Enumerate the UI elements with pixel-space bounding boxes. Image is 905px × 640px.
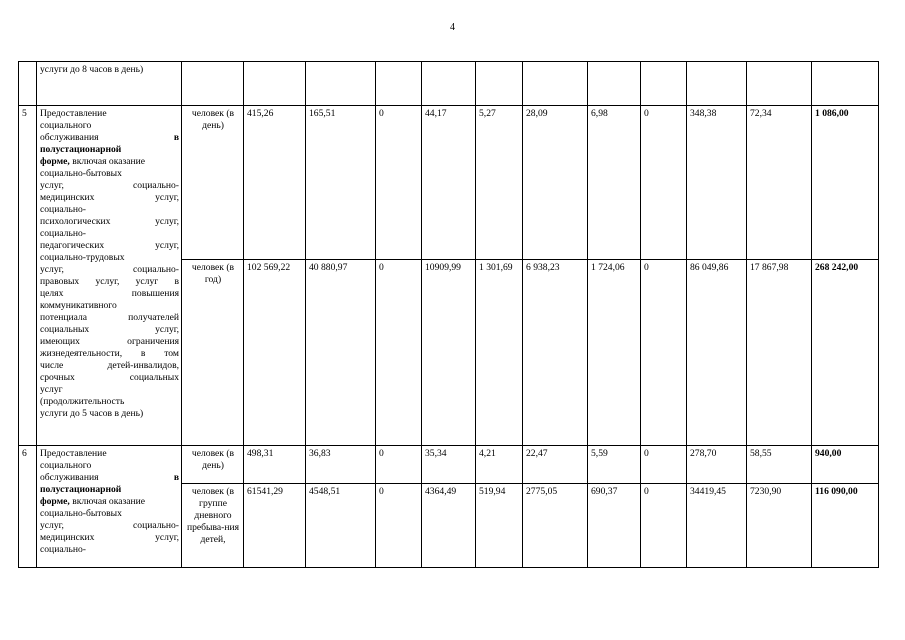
description-line: услуги до 8 часов в день) [40, 64, 144, 75]
service-description [37, 106, 182, 446]
description-line: медицинских услуг, [40, 532, 179, 543]
value-cell: 72,34 [747, 106, 812, 260]
value-cell [244, 62, 306, 106]
description-line: социального [40, 120, 92, 131]
service-description [37, 446, 182, 568]
row-number: 6 [19, 446, 37, 568]
value-cell [476, 62, 523, 106]
description-line: социально- [40, 228, 86, 239]
table-row [19, 62, 879, 106]
row-number [19, 62, 37, 106]
row-number: 5 [19, 106, 37, 446]
unit-cell: человек (в год) [182, 260, 244, 446]
total-cell [812, 62, 879, 106]
description-line: услуг, социально- [40, 520, 179, 531]
description-line: Предоставление [40, 448, 107, 459]
total-cell: 940,00 [812, 446, 879, 484]
value-cell: 0 [641, 260, 687, 446]
unit-cell: человек (в день) [182, 106, 244, 260]
value-cell: 58,55 [747, 446, 812, 484]
value-cell: 17 867,98 [747, 260, 812, 446]
description-line: услуг, социально- [40, 180, 179, 191]
value-cell [422, 62, 476, 106]
description-line: форме, включая оказание [40, 156, 146, 167]
value-cell: 0 [376, 446, 422, 484]
value-cell: 0 [641, 446, 687, 484]
description-line: психологических услуг, [40, 216, 179, 227]
value-cell: 1 301,69 [476, 260, 523, 446]
value-cell: 0 [376, 484, 422, 568]
value-cell: 415,26 [244, 106, 306, 260]
value-cell: 0 [376, 106, 422, 260]
description-line: срочных социальных [40, 372, 179, 383]
value-cell [747, 62, 812, 106]
value-cell: 0 [641, 106, 687, 260]
value-cell: 0 [376, 260, 422, 446]
description-line: обслуживания в [40, 132, 179, 143]
value-cell: 2775,05 [523, 484, 588, 568]
value-cell: 1 724,06 [588, 260, 641, 446]
description-line: числе детей-инвалидов, [40, 360, 179, 371]
service-description [37, 62, 182, 106]
description-line: услуги до 5 часов в день) [40, 408, 144, 419]
description-line: жизнедеятельности, в том [40, 348, 179, 359]
value-cell: 7230,90 [747, 484, 812, 568]
description-line: форме, включая оказание [40, 496, 146, 507]
value-cell: 165,51 [306, 106, 376, 260]
description-line: имеющих ограничения [40, 336, 179, 347]
description-line: полустационарной [40, 484, 122, 495]
description-line: Предоставление [40, 108, 107, 119]
value-cell: 40 880,97 [306, 260, 376, 446]
description-line: обслуживания в [40, 472, 179, 483]
description-line: медицинских услуг, [40, 192, 179, 203]
value-cell: 22,47 [523, 446, 588, 484]
table-row [19, 106, 879, 260]
value-cell: 690,37 [588, 484, 641, 568]
value-cell: 35,34 [422, 446, 476, 484]
description-line: педагогических услуг, [40, 240, 179, 251]
description-line: социально-бытовых [40, 508, 122, 519]
description-line: социально- [40, 544, 86, 555]
description-line: потенциала получателей [40, 312, 179, 323]
value-cell: 5,59 [588, 446, 641, 484]
unit-cell [182, 62, 244, 106]
unit-cell: человек (в день) [182, 446, 244, 484]
description-line: услуг, социально- [40, 264, 179, 275]
description-line: целях повышения [40, 288, 179, 299]
value-cell [306, 62, 376, 106]
description-line: правовых услуг, услуг в [40, 276, 179, 287]
value-cell: 44,17 [422, 106, 476, 260]
description-line: полустационарной [40, 144, 122, 155]
value-cell: 28,09 [523, 106, 588, 260]
description-line: социально- [40, 204, 86, 215]
value-cell [641, 62, 687, 106]
unit-cell: человек (в группе дневного пребыва-ния детей, [182, 484, 244, 568]
value-cell: 10909,99 [422, 260, 476, 446]
value-cell: 278,70 [687, 446, 747, 484]
description-line: коммуникативного [40, 300, 117, 311]
table-row [19, 446, 879, 484]
description-line: социально-трудовых [40, 252, 125, 263]
description-line: услуг [40, 384, 63, 395]
total-cell: 116 090,00 [812, 484, 879, 568]
value-cell [523, 62, 588, 106]
value-cell: 498,31 [244, 446, 306, 484]
total-cell: 268 242,00 [812, 260, 879, 446]
value-cell: 519,94 [476, 484, 523, 568]
value-cell: 6,98 [588, 106, 641, 260]
value-cell [376, 62, 422, 106]
description-line: социального [40, 460, 92, 471]
services-table [18, 61, 879, 568]
value-cell: 36,83 [306, 446, 376, 484]
description-line: социальных услуг, [40, 324, 179, 335]
total-cell: 1 086,00 [812, 106, 879, 260]
value-cell: 4364,49 [422, 484, 476, 568]
value-cell: 34419,45 [687, 484, 747, 568]
value-cell: 102 569,22 [244, 260, 306, 446]
value-cell: 4,21 [476, 446, 523, 484]
value-cell: 86 049,86 [687, 260, 747, 446]
value-cell: 6 938,23 [523, 260, 588, 446]
value-cell [588, 62, 641, 106]
value-cell: 61541,29 [244, 484, 306, 568]
value-cell: 0 [641, 484, 687, 568]
value-cell: 4548,51 [306, 484, 376, 568]
page-number: 4 [450, 22, 455, 33]
description-line: социально-бытовых [40, 168, 122, 179]
description-line: (продолжительность [40, 396, 125, 407]
value-cell [687, 62, 747, 106]
value-cell: 5,27 [476, 106, 523, 260]
value-cell: 348,38 [687, 106, 747, 260]
